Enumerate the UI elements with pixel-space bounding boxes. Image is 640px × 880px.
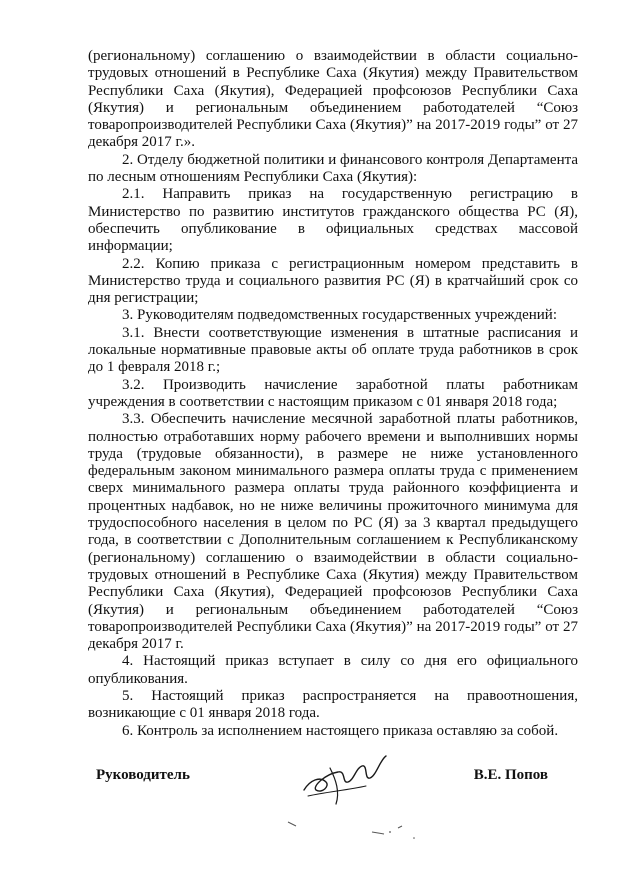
paragraph-item-3: 3. Руководителям подведомственных государственных учреждений: [122, 307, 557, 324]
handwritten-signature [296, 750, 392, 808]
paragraph-item-4: 4. Настоящий приказ вступает в силу со дня его официального опубликования. [88, 653, 578, 687]
paragraph-item-6: 6. Контроль за исполнением настоящего приказа оставляю за собой. [122, 722, 559, 739]
paragraph-item-2-2: 2.2. Копию приказа с регистрационным номером представить в Министерство труда и социального развития РС (Я) в кратчайший срок со дня регистрации; [88, 255, 578, 307]
paragraph-continuation: (региональному) соглашению о взаимодействии в области социально-трудовых отношений в Республике Саха (Якутия) между Правительством Республики Саха (Якутия), Федерацией профсоюзов Республики Саха (Якутия) и региональным объединением работодателей “Союз товаропроизводителей Республики Саха (Якутия)” на 2017-2019 годы” от 27 декабря 2017 г.». [88, 48, 578, 151]
paragraph-item-3-1: 3.1. Внести соответствующие изменения в штатные расписания и локальные нормативные правовые акты об оплате труда работников в срок до 1 февраля 2018 г.; [88, 324, 578, 376]
signer-title: Руководитель [96, 767, 190, 783]
paragraph-item-2: 2. Отделу бюджетной политики и финансового контроля Департамента по лесным отношениям Республики Саха (Якутия): [88, 151, 578, 186]
paragraph-item-3-3: 3.3. Обеспечить начисление месячной заработной платы работников, полностью отработавших норму рабочего времени и выполнивших нормы труда (трудовые обязанности), в размере не ниже установленного федеральным законом минимального размера оплаты труда с применением сверх минимального размера оплаты труда районного коэффициента и процентных надбавок, но не ниже величины прожиточного минимума для трудоспособного населения в целом по РС (Я) за 3 квартал предыдущего года, в соответствии с Дополнительным соглашением к Республиканскому (региональному) соглашению о взаимодействии в области социально-трудовых отношений в Республике Саха (Якутия) между Правительством Республики Саха (Якутия), Федерацией профсоюзов Республики Саха (Якутия) и региональным объединением работодателей “Союз товаропроизводителей Республики Саха (Якутия)” на 2017-2019 годы” от 27 декабря 2017 г. [88, 411, 578, 653]
signer-name: В.Е. Попов [473, 767, 548, 783]
paragraph-item-5: 5. Настоящий приказ распространяется на правоотношения, возникающие с 01 января 2018 года. [88, 687, 578, 722]
paragraph-item-3-2: 3.2. Производить начисление заработной платы работникам учреждения в соответствии с настоящим приказом с 01 января 2018 года; [88, 376, 578, 410]
scan-artifact-marks [280, 816, 430, 846]
document-body [88, 48, 578, 740]
signature-block [88, 762, 578, 802]
paragraph-item-2-1: 2.1. Направить приказ на государственную регистрацию в Министерство по развитию институтов гражданского общества РС (Я), обеспечить опубликование в официальных средствах массовой информации; [88, 186, 578, 255]
